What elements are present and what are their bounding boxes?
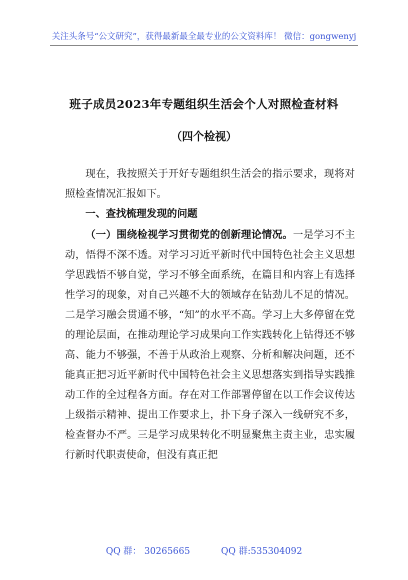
document-title: 班子成员2023年专题组织生活会个人对照检查材料: [69, 97, 339, 111]
subsection-label: （一）围绕检视学习贯彻党的创新理论情况。: [85, 229, 293, 241]
document-subtitle: （四个检视）: [171, 130, 237, 143]
footer-qq-group-2: QQ 群:535304092: [220, 547, 303, 557]
intro-paragraph: 现在，我按照关于开好专题组织生活会的指示要求，现将对照检查情况汇报如下。: [65, 169, 355, 200]
document-body: [65, 165, 355, 466]
subsection-text: 一是学习不主动，悟得不深不透。对学习习近平新时代中国特色社会主义思想学思践悟不够自觉，学习不够全面系统，在篇目和内容上有选择性学习的现象，对自己兴趣不大的领域存在钻劲儿不足的情况。二是学习融会贯通不够，“知”的水平不高。学习上大多停留在党的理论层面，在推动理论学习成果向工作实践转化上钻得还不够高、能力不够强，不善于从政治上观察、分析和解决问题，还不能真正把习近平新时代中国特色社会主义思想落实到指导实践推动工作的全过程各方面。存在对工作部署停留在以工作会议传达上级指示精神、提出工作要求上，扑下身子深入一线研究不多，检查督办不严。三是学习成果转化不明显聚焦主责主业，忠实履行新时代职责使命，但没有真正把: [65, 230, 356, 461]
section-heading: 一、查找梳理发现的问题: [85, 209, 198, 220]
subsection-paragraph: [65, 225, 355, 466]
promo-header: 关注头条号“公文研究”，获得最新最全最专业的公文资料库！ 微信：gongwenyj: [51, 32, 357, 42]
footer-qq-group-1: QQ 群： 30265665: [105, 547, 191, 557]
header-divider: [50, 45, 358, 46]
footer: [0, 544, 408, 557]
